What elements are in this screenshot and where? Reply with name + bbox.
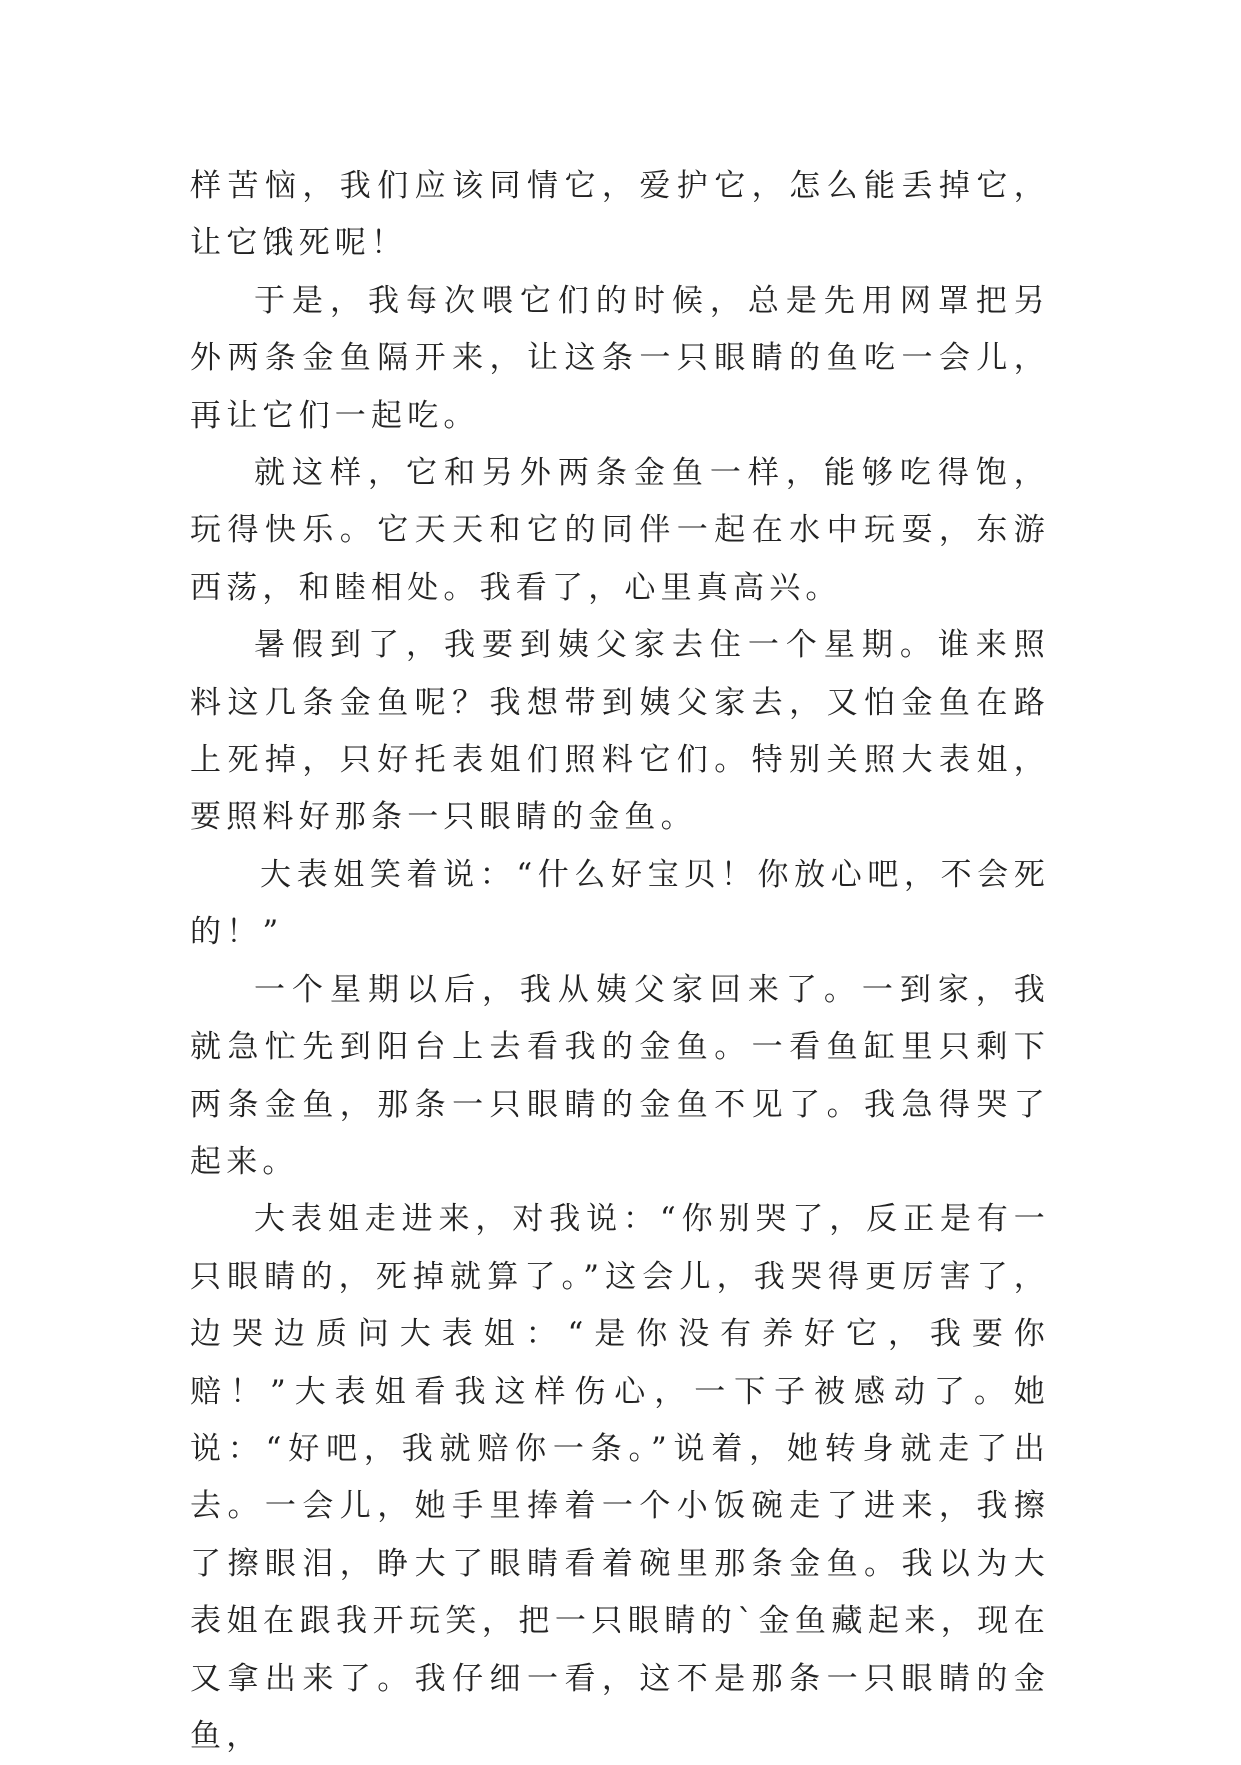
paragraph-cousin-reply: 大表姐笑着说：“什么好宝贝！你放心吧，不会死的！” [190,856,1050,951]
paragraph-cousin-dialogue: 大表姐走进来，对我说：“你别哭了，反正是有一只眼睛的，死掉就算了。”这会儿，我哭得更厉害了，边哭边质问大表姐：“是你没有养好它，我要你赔！”大表姐看我这样伤心，一下子被感动了。她说：“好吧，我就赔你一条。”说着，她转身就走了出去。一会儿，她手里捧着一个小饭碗走了进来，我擦了擦眼泪，睁大了眼睛看着碗里那条金鱼。我以为大表姐在跟我开玩笑，把一只眼睛的`金鱼藏起来，现在又拿出来了。我仔细一看，这不是那条一只眼睛的金鱼， [190,1201,1050,1754]
paragraph-happy-fish: 就这样，它和另外两条金鱼一样，能够吃得饱，玩得快乐。它天天和它的同伴一起在水中玩耍，东游西荡，和睦相处。我看了，心里真高兴。 [190,455,1050,606]
paragraph-continued: 样苦恼，我们应该同情它，爱护它，怎么能丢掉它，让它饿死呢！ [190,168,1050,262]
story-text-body [190,158,1050,1765]
paragraph-return-home: 一个星期以后，我从姨父家回来了。一到家，我就急忙先到阳台上去看我的金鱼。一看鱼缸里只剩下两条金鱼，那条一只眼睛的金鱼不见了。我急得哭了起来。 [190,971,1050,1180]
paragraph-feeding: 于是，我每次喂它们的时候，总是先用网罩把另外两条金鱼隔开来，让这条一只眼睛的鱼吃一会儿，再让它们一起吃。 [190,282,1050,434]
paragraph-summer-vacation: 暑假到了，我要到姨父家去住一个星期。谁来照料这几条金鱼呢？我想带到姨父家去，又怕金鱼在路上死掉，只好托表姐们照料它们。特别关照大表姐，要照料好那条一只眼睛的金鱼。 [190,627,1050,836]
